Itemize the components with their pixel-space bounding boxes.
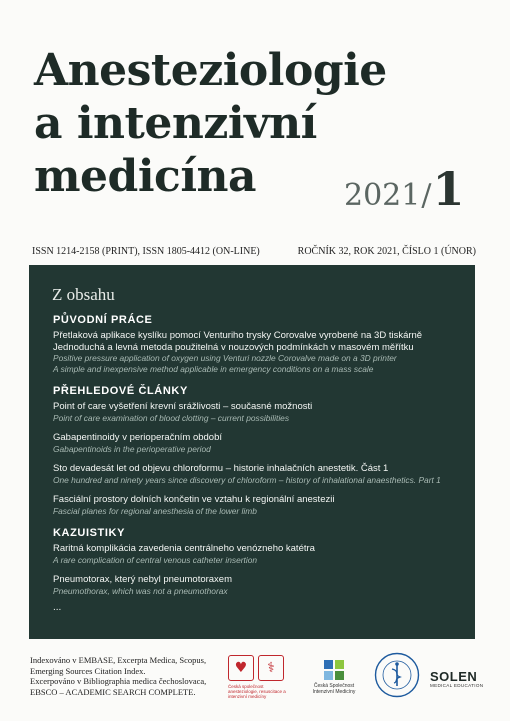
article-title-en: A rare complication of central venous catheter insertion [53, 554, 258, 565]
title-line-3: medicína [34, 151, 257, 202]
article-title-en: Positive pressure application of oxygen using Venturi nozzle Corovalve made on a 3D printer [53, 353, 397, 363]
article-title-en: One hundred and ninety years since discovery of chloroform – history of inhalational anaesthetics. Part 1 [53, 474, 441, 485]
csarim-caption: Česká společnost anesteziologie, resuscitace a intenzivní medicíny [228, 684, 286, 699]
article-title-en: Pneumothorax, which was not a pneumothorax [53, 585, 228, 596]
section-title: PŮVODNÍ PRÁCE [53, 314, 153, 326]
csim-squares-icon [324, 660, 344, 680]
solen-logo [430, 670, 483, 688]
section-title: KAZUISTIKY [53, 527, 125, 539]
issn: ISSN 1214-2158 (PRINT), ISSN 1805-4412 (ON-LINE) [32, 246, 260, 257]
issue-year: 2021 [344, 178, 421, 213]
article-title-cz: Fasciální prostory dolních končetin ve vztahu k regionální anestezii [53, 494, 335, 505]
journal-title [34, 44, 387, 203]
csim-caption-line-2: Intenzivní Medicíny [312, 689, 356, 695]
contents-title: Z obsahu [52, 285, 115, 304]
article-item [53, 543, 475, 565]
article-item [53, 330, 475, 374]
lungs-icon: ⚕ [258, 655, 284, 681]
indexing-line: EBSCO – ACADEMIC SEARCH COMPLETE. [30, 686, 196, 697]
article-title-cz: Raritná komplikácia zavedenia centrálneho venózneho katétra [53, 543, 315, 554]
issue-num: 1 [432, 162, 465, 216]
article-title-cz: Přetlaková aplikace kyslíku pomocí Venturiho trysky Corovalve vyrobené na 3D tiskárně [53, 330, 423, 341]
volume-info: ROČNÍK 32, ROK 2021, ČÍSLO 1 (ÚNOR) [297, 246, 476, 257]
article-item [53, 574, 475, 596]
csim-caption-line-1: Česká Společnost [313, 683, 355, 689]
article-subtitle-cz: Jednoduchá a levná metoda použitelná v nouzových podmínkách v masovém měřítku [53, 341, 414, 353]
article-title-cz: Pneumotorax, který nebyl pneumotoraxem [53, 574, 233, 585]
article-title-en: Point of care examination of blood clotting – current possibilities [53, 412, 290, 423]
indexing-info [30, 655, 206, 697]
solen-name: SOLEN [430, 669, 478, 684]
article-item [53, 401, 475, 423]
title-line-2: a intenzivní [34, 98, 317, 149]
article-title-cz: Gabapentinoidy v perioperačním období [53, 432, 223, 443]
indexing-line: Indexováno v EMBASE, Excerpta Medica, Scopus, [30, 655, 207, 665]
cls-jep-seal-icon [374, 652, 420, 698]
heart-icon: ♥ [228, 655, 254, 681]
article-title-cz: Point of care vyšetření krevní srážlivosti – současné možnosti [53, 401, 313, 412]
indexing-line: Emerging Sources Citation Index. [30, 665, 146, 676]
more-ellipsis: ... [53, 602, 62, 613]
article-subtitle-en: A simple and inexpensive method applicable in emergency conditions on a mass scale [53, 363, 374, 374]
csim-logo [304, 660, 364, 695]
solen-subtitle: MEDICAL EDUCATION [430, 683, 484, 688]
article-title-en: Fascial planes for regional anesthesia of the lower limb [53, 505, 257, 516]
article-title-cz: Sto devadesát let od objevu chloroformu – historie inhalačních anestetik. Část 1 [53, 463, 389, 474]
issue-number [344, 162, 465, 216]
article-item [53, 463, 475, 485]
csarim-logo [228, 655, 290, 699]
issue-slash: / [421, 178, 432, 213]
article-item [53, 494, 475, 516]
indexing-line: Excerpováno v Bibliographia medica čechoslovaca, [30, 676, 207, 686]
article-title-en: Gabapentinoids in the perioperative period [53, 443, 211, 454]
section-title: PŘEHLEDOVÉ ČLÁNKY [53, 385, 188, 397]
contents-panel [29, 265, 475, 639]
title-line-1: Anesteziologie [34, 45, 387, 96]
article-item [53, 432, 475, 454]
